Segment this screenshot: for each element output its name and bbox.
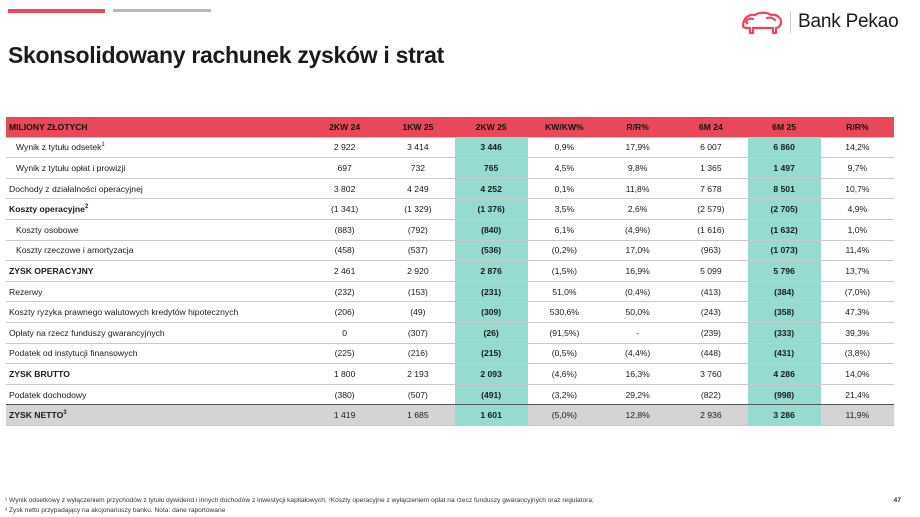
cell-value: - [601, 322, 674, 343]
column-header: R/R% [821, 117, 894, 137]
cell-value: 2 922 [308, 137, 381, 158]
page-title: Skonsolidowany rachunek zysków i strat [8, 42, 444, 68]
table-row [6, 364, 894, 385]
cell-value: 3,5% [528, 199, 601, 220]
cell-value: (0,2%) [528, 240, 601, 261]
cell-value: (215) [455, 343, 528, 364]
cell-value: (1 616) [674, 219, 747, 240]
row-label-text: Rezerwy [9, 286, 43, 297]
cell-value: (1 376) [455, 199, 528, 220]
cell-value: 4 249 [381, 178, 454, 199]
cell-value: (384) [748, 281, 821, 302]
table-row [6, 302, 894, 323]
row-label-text: ZYSK OPERACYJNY [9, 265, 94, 276]
cell-value: 4,9% [821, 199, 894, 220]
cell-value: (3,2%) [528, 384, 601, 405]
cell-value: 1 685 [381, 405, 454, 426]
column-header: 2KW 25 [455, 117, 528, 137]
cell-value: 3 446 [455, 137, 528, 158]
row-label [6, 137, 308, 158]
cell-value: (2 579) [674, 199, 747, 220]
row-label-text: Koszty operacyjne [9, 204, 85, 215]
cell-value: (216) [381, 343, 454, 364]
row-label [6, 219, 308, 240]
row-label-text: Podatek od instytucji finansowych [9, 348, 138, 359]
cell-value: (1 073) [748, 240, 821, 261]
cell-value: 21,4% [821, 384, 894, 405]
bison-icon [740, 9, 784, 35]
cell-value: (49) [381, 302, 454, 323]
cell-value: (239) [674, 322, 747, 343]
cell-value: (1,5%) [528, 261, 601, 282]
cell-value: 3 760 [674, 364, 747, 385]
row-label-text: ZYSK BRUTTO [9, 368, 70, 379]
cell-value: 4,5% [528, 158, 601, 179]
cell-value: (5,0%) [528, 405, 601, 426]
cell-value: 0 [308, 322, 381, 343]
cell-value: (448) [674, 343, 747, 364]
row-label [6, 199, 308, 220]
row-label-text: Opłaty na rzecz funduszy gwarancyjnych [9, 327, 165, 338]
footnotes [5, 496, 594, 515]
cell-value: (963) [674, 240, 747, 261]
table-row [6, 137, 894, 158]
cell-value: 3 286 [748, 405, 821, 426]
cell-value: 50,0% [601, 302, 674, 323]
cell-value: (537) [381, 240, 454, 261]
cell-value: 1,0% [821, 219, 894, 240]
cell-value: 1 497 [748, 158, 821, 179]
cell-value: 39,3% [821, 322, 894, 343]
cell-value: 2,6% [601, 199, 674, 220]
cell-value: 14,0% [821, 364, 894, 385]
cell-value: 6 007 [674, 137, 747, 158]
cell-value: 16,9% [601, 261, 674, 282]
row-label-text: Podatek dochodowy [9, 389, 87, 400]
cell-value: (307) [381, 322, 454, 343]
cell-value: (91,5%) [528, 322, 601, 343]
cell-value: 2 193 [381, 364, 454, 385]
cell-value: 1 800 [308, 364, 381, 385]
row-label [6, 281, 308, 302]
cell-value: 11,8% [601, 178, 674, 199]
cell-value: (225) [308, 343, 381, 364]
table-row [6, 405, 894, 426]
income-statement-table [6, 117, 894, 426]
cell-value: (3,8%) [821, 343, 894, 364]
accent-bar-grey [113, 9, 211, 12]
cell-value: 732 [381, 158, 454, 179]
row-label [6, 343, 308, 364]
cell-value: (243) [674, 302, 747, 323]
cell-value: (4,6%) [528, 364, 601, 385]
cell-value: 5 099 [674, 261, 747, 282]
cell-value: 13,7% [821, 261, 894, 282]
table-row [6, 343, 894, 364]
footnote-marker: 3 [63, 410, 67, 417]
column-header: 6M 24 [674, 117, 747, 137]
cell-value: 7 678 [674, 178, 747, 199]
cell-value: 6 860 [748, 137, 821, 158]
cell-value: 6,1% [528, 219, 601, 240]
cell-value: (7,0%) [821, 281, 894, 302]
row-label [6, 158, 308, 179]
cell-value: (1 341) [308, 199, 381, 220]
cell-value: (358) [748, 302, 821, 323]
cell-value: (1 329) [381, 199, 454, 220]
table-row [6, 158, 894, 179]
cell-value: 14,2% [821, 137, 894, 158]
row-label-text: ZYSK NETTO [9, 410, 64, 421]
cell-value: (458) [308, 240, 381, 261]
table-row [6, 199, 894, 220]
brand-name: Bank Pekao [798, 11, 899, 32]
cell-value: (822) [674, 384, 747, 405]
cell-value: 2 093 [455, 364, 528, 385]
cell-value: (792) [381, 219, 454, 240]
cell-value: 697 [308, 158, 381, 179]
logo-divider [790, 11, 791, 33]
cell-value: (491) [455, 384, 528, 405]
footnote-line: ³ Zysk netto przypadający na akcjonariuszy banku. Nota: dane raportowane [5, 506, 226, 514]
accent-bar-red [8, 9, 105, 13]
cell-value: 3 414 [381, 137, 454, 158]
table-row [6, 178, 894, 199]
cell-value: 5 796 [748, 261, 821, 282]
row-label [6, 261, 308, 282]
cell-value: (413) [674, 281, 747, 302]
cell-value: (232) [308, 281, 381, 302]
table-row [6, 240, 894, 261]
cell-value: 10,7% [821, 178, 894, 199]
cell-value: (380) [308, 384, 381, 405]
column-header: 2KW 24 [308, 117, 381, 137]
table-row [6, 322, 894, 343]
cell-value: (0,4%) [601, 281, 674, 302]
cell-value: 0,9% [528, 137, 601, 158]
row-label-text: Wynik z tytułu odsetek [16, 142, 102, 153]
table-header-row [6, 117, 894, 137]
table-row [6, 219, 894, 240]
cell-value: 0,1% [528, 178, 601, 199]
cell-value: (4,4%) [601, 343, 674, 364]
cell-value: 29,2% [601, 384, 674, 405]
cell-value: 4 286 [748, 364, 821, 385]
table-row [6, 384, 894, 405]
cell-value: 765 [455, 158, 528, 179]
cell-value: 2 920 [381, 261, 454, 282]
bank-logo [740, 8, 898, 36]
footnote-marker: 2 [84, 204, 89, 211]
row-label [6, 240, 308, 261]
row-label [6, 364, 308, 385]
column-header: R/R% [601, 117, 674, 137]
cell-value: 2 876 [455, 261, 528, 282]
cell-value: 17,0% [601, 240, 674, 261]
cell-value: (536) [455, 240, 528, 261]
cell-value: 47,3% [821, 302, 894, 323]
cell-value: (231) [455, 281, 528, 302]
row-label-text: Koszty osobowe [16, 224, 79, 235]
cell-value: 1 419 [308, 405, 381, 426]
cell-value: (507) [381, 384, 454, 405]
cell-value: (431) [748, 343, 821, 364]
cell-value: 11,9% [821, 405, 894, 426]
column-header: KW/KW% [528, 117, 601, 137]
cell-value: (883) [308, 219, 381, 240]
row-label-text: Dochody z działalności operacyjnej [9, 183, 143, 194]
table-row [6, 261, 894, 282]
row-label [6, 178, 308, 199]
cell-value: (2 705) [748, 199, 821, 220]
cell-value: (4,9%) [601, 219, 674, 240]
row-label-text: Wynik z tytułu opłat i prowizji [16, 162, 126, 173]
cell-value: (153) [381, 281, 454, 302]
table-row [6, 281, 894, 302]
cell-value: (1 632) [748, 219, 821, 240]
column-header: 1KW 25 [381, 117, 454, 137]
cell-value: 12,8% [601, 405, 674, 426]
cell-value: 9,7% [821, 158, 894, 179]
cell-value: (26) [455, 322, 528, 343]
row-label [6, 322, 308, 343]
cell-value: (333) [748, 322, 821, 343]
cell-value: 16,3% [601, 364, 674, 385]
cell-value: 2 936 [674, 405, 747, 426]
cell-value: 4 252 [455, 178, 528, 199]
cell-value: 11,4% [821, 240, 894, 261]
cell-value: 530,6% [528, 302, 601, 323]
cell-value: 1 365 [674, 158, 747, 179]
row-label-text: Koszty ryzyka prawnego walutowych kredytów hipotecznych [9, 307, 239, 318]
cell-value: 17,9% [601, 137, 674, 158]
column-header-label: MILIONY ZŁOTYCH [6, 117, 308, 137]
cell-value: (840) [455, 219, 528, 240]
cell-value: (0,5%) [528, 343, 601, 364]
cell-value: (309) [455, 302, 528, 323]
cell-value: (206) [308, 302, 381, 323]
cell-value: 8 501 [748, 178, 821, 199]
cell-value: 9,8% [601, 158, 674, 179]
page-number: 47 [893, 497, 901, 504]
cell-value: 2 461 [308, 261, 381, 282]
row-label [6, 302, 308, 323]
cell-value: 1 601 [455, 405, 528, 426]
cell-value: (998) [748, 384, 821, 405]
cell-value: 3 802 [308, 178, 381, 199]
row-label-text: Koszty rzeczowe i amortyzacja [16, 245, 134, 256]
footnote-line: ¹ Wynik odsetkowy z wyłączeniem przychodów z tytułu dywidend i innych dochodów z inwestycji kapitałowych; ²Koszty operacyjne z wyłączeniem opłat na rzecz funduszy gwarancyjnych oraz regulatora; [5, 497, 594, 504]
row-label [6, 384, 308, 405]
row-label [6, 405, 308, 426]
cell-value: 51,0% [528, 281, 601, 302]
footnote-marker: 1 [101, 142, 105, 149]
column-header: 6M 25 [748, 117, 821, 137]
